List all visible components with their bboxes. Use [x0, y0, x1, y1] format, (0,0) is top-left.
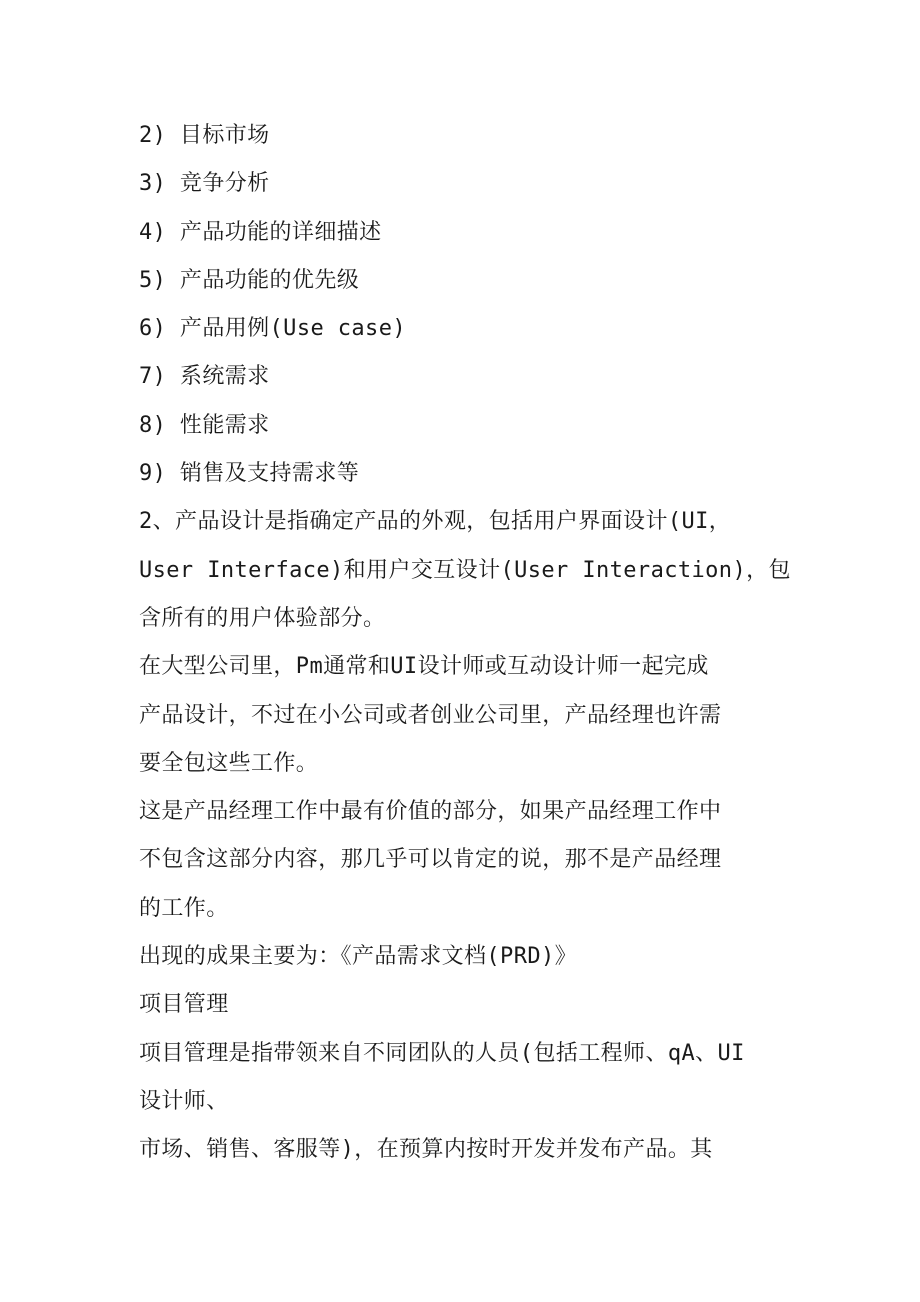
list-item-feature-description: 4) 产品功能的详细描述 [139, 219, 382, 245]
document-body [139, 112, 799, 1175]
paragraph-large-company-line-1: 在大型公司里，Pm通常和UI设计师或互动设计师一起完成 [139, 654, 709, 680]
paragraph-project-management-line-1: 项目管理是指带领来自不同团队的人员(包括工程师、qA、UI [139, 1040, 745, 1066]
paragraph-large-company-line-2: 产品设计，不过在小公司或者创业公司里，产品经理也许需 [139, 702, 722, 728]
paragraph-value-line-3: 的工作。 [139, 895, 229, 921]
list-item-competitive-analysis: 3) 竞争分析 [139, 171, 270, 197]
paragraph-project-management-line-3: 市场、销售、客服等)，在预算内按时开发并发布产品。其 [139, 1137, 713, 1163]
paragraph-product-design-line-2: User Interface)和用户交互设计(User Interaction)，包 [139, 557, 791, 583]
paragraph-large-company-line-3: 要全包这些工作。 [139, 750, 319, 776]
list-item-feature-priority: 5) 产品功能的优先级 [139, 267, 360, 293]
paragraph-product-design-line-1: 2、产品设计是指确定产品的外观，包括用户界面设计(UI， [139, 509, 732, 535]
paragraph-project-management-line-2: 设计师、 [139, 1088, 229, 1114]
list-item-use-case: 6) 产品用例(Use case) [139, 316, 406, 342]
paragraph-deliverable: 出现的成果主要为：《产品需求文档(PRD)》 [139, 944, 578, 970]
paragraph-product-design-line-3: 含所有的用户体验部分。 [139, 605, 386, 631]
list-item-system-requirements: 7) 系统需求 [139, 364, 270, 390]
list-item-performance-requirements: 8) 性能需求 [139, 412, 270, 438]
paragraph-value-line-1: 这是产品经理工作中最有价值的部分，如果产品经理工作中 [139, 799, 722, 825]
list-item-sales-support-requirements: 9) 销售及支持需求等 [139, 461, 360, 487]
list-item-target-market: 2) 目标市场 [139, 123, 270, 148]
paragraph-value-line-2: 不包含这部分内容，那几乎可以肯定的说，那不是产品经理 [139, 847, 722, 873]
section-heading-project-management: 项目管理 [139, 992, 229, 1018]
